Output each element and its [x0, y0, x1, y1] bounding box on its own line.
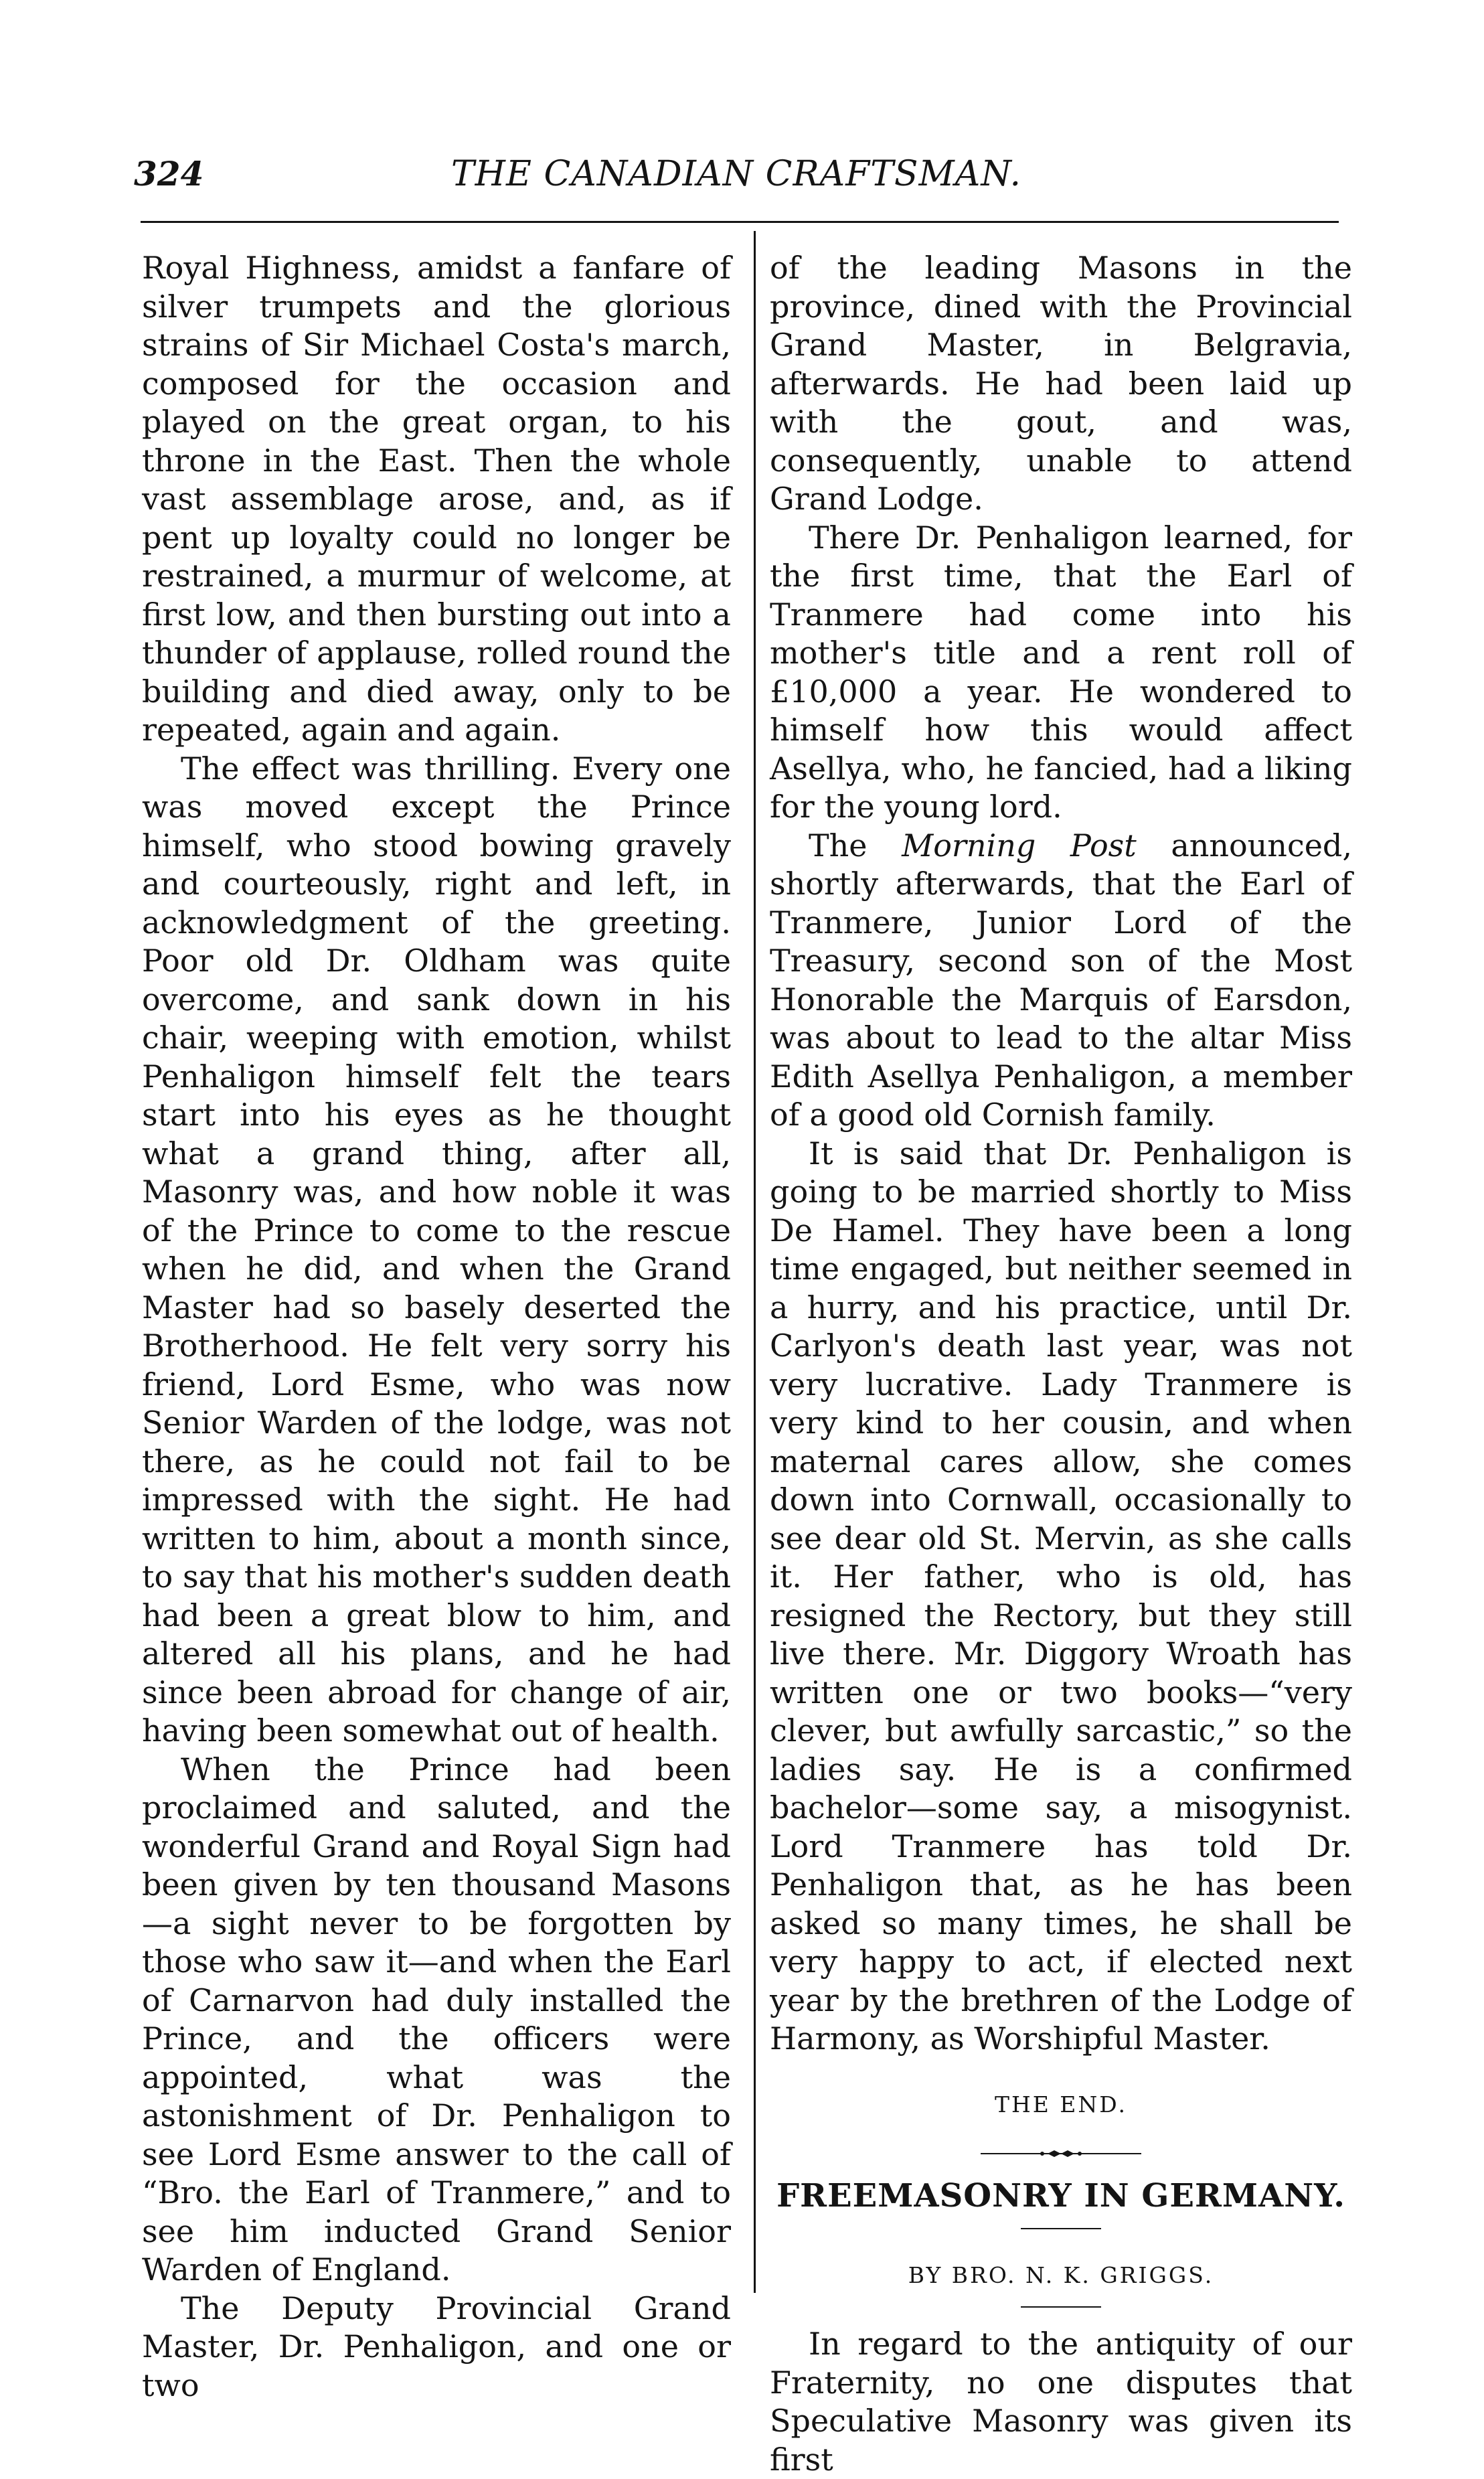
article-title: FREEMASONRY IN GERMANY. [776, 2177, 1345, 2215]
byline: BY BRO. N. K. GRIGGS. [908, 2261, 1214, 2288]
right-column [770, 249, 1352, 2479]
short-rule [1021, 2228, 1101, 2229]
newspaper-title: Morning Post [902, 827, 1137, 864]
paragraph: of the leading Masons in the province, dined with the Provincial Grand Master, in Belgravia, afterwards. He had been laid up with the gout, and was, consequently, unable to attend Grand Lodge. [770, 250, 1352, 517]
column-divider [754, 231, 756, 2293]
paragraph: The effect was thrilling. Every one was moved except the Prince himself, who stood bowing gravely and courteously, right and left, in acknowledgment of the greeting. Poor old Dr. Oldham was quite overcome, and sank down in his chair, weeping with emotion, whilst Penhaligon himself felt the tears start into his eyes as he thought what a grand thing, after all, Masonry was, and how noble it was of the Prince to come to the rescue when he did, and when the Grand Master had so basely deserted the Brotherhood. He felt very sorry his friend, Lord Esme, who was now Senior Warden of the lodge, was not there, as he could not fail to be impressed with the sight. He had written to him, about a month since, to say that his mother's sudden death had been a great blow to him, and altered all his plans, and he had since been abroad for change of air, having been somewhat out of health. [142, 750, 731, 1749]
paragraph: It is said that Dr. Penhaligon is going to be married shortly to Miss De Hamel. They have been a long time engaged, but neither seemed in a hurry, and his practice, until Dr. Carlyon's death last year, was not very lucrative. Lady Tranmere is very kind to her cousin, and when maternal cares allow, she comes down into Cornwall, occasionally to see dear old St. Mervin, as she calls it. Her father, who is old, has resigned the Rectory, but they still live there. Mr. Diggory Wroath has written one or two books—“very clever, but awfully sarcastic,” so the ladies say. He is a confirmed bachelor—some say, a misogynist. Lord Tranmere has told Dr. Penhaligon that, as he has been asked so many times, he shall be very happy to act, if elected next year by the brethren of the Lodge of Harmony, as Worshipful Master. [770, 1135, 1352, 2057]
page-number: 324 [134, 154, 204, 193]
text-run: announced, shortly afterwards, that the Earl of Tranmere, Junior Lord of the Treasury, second son of the Most Honorable the Marquis of Earsdon, was about to lead to the altar Miss Edith Asellya Penhaligon, a member of a good old Cornish family. [770, 827, 1352, 1133]
paragraph-morning-post [770, 827, 1352, 1135]
article-opening-paragraph: In regard to the antiquity of our Fraternity, no one disputes that Speculative Masonry was given its first [770, 2326, 1352, 2478]
short-rule [1021, 2306, 1101, 2308]
header-rule [141, 221, 1339, 223]
ornament-divider [981, 2149, 1141, 2158]
paragraph: Royal Highness, amidst a fanfare of silver trumpets and the glorious strains of Sir Michael Costa's march, composed for the occasion and played on the great organ, to his throne in the East. Then the whole vast assemblage arose, and, as if pent up loyalty could no longer be restrained, a murmur of welcome, at first low, and then bursting out into a thunder of applause, rolled round the building and died away, only to be repeated, again and again. [142, 250, 731, 748]
the-end-label: THE END. [994, 2091, 1128, 2117]
page-header [134, 154, 1339, 214]
running-title: THE CANADIAN CRAFTSMAN. [450, 154, 1022, 194]
left-column [142, 249, 731, 2405]
paragraph: The Deputy Provincial Grand Master, Dr. Penhaligon, and one or two [142, 2290, 731, 2403]
paragraph: When the Prince had been proclaimed and saluted, and the wonderful Grand and Royal Sign had been given by ten thousand Masons—a sight never to be forgotten by those who saw it—and when the Earl of Carnarvon had duly installed the Prince, and the officers were appointed, what was the astonishment of Dr. Penhaligon to see Lord Esme answer to the call of “Bro. the Earl of Tranmere,” and to see him inducted Grand Senior Warden of England. [142, 1751, 731, 2288]
paragraph: There Dr. Penhaligon learned, for the first time, that the Earl of Tranmere had come into his mother's title and a rent roll of £10,000 a year. He wondered to himself how this would affect Asellya, who, he fancied, had a liking for the young lord. [770, 519, 1352, 825]
text-run: The [809, 827, 902, 864]
